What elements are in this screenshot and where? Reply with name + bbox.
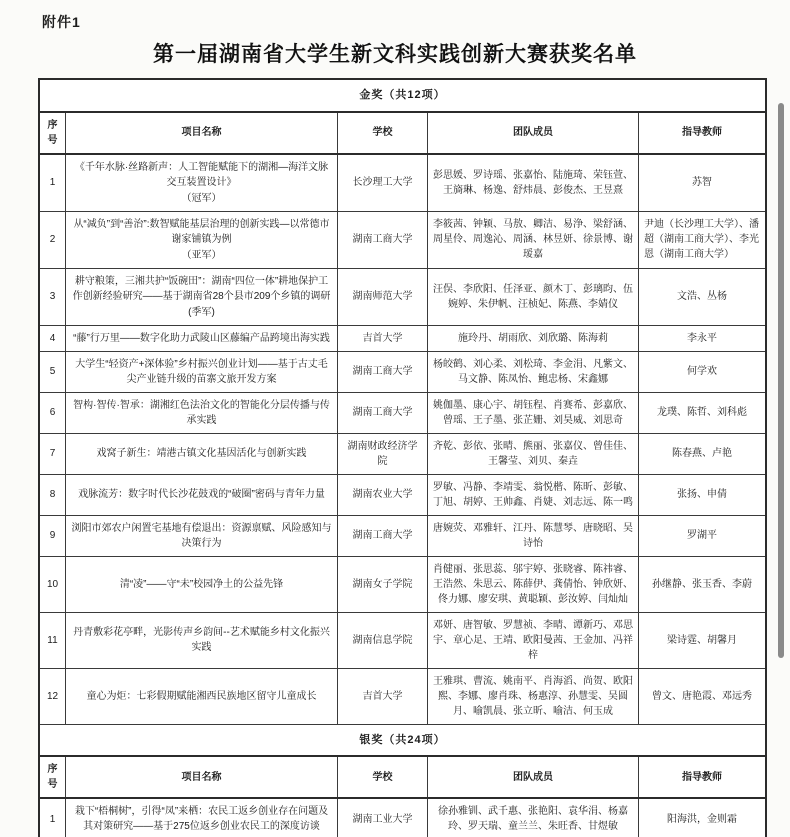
table-row: [40, 557, 765, 613]
cell-school: 长沙理工大学: [338, 155, 428, 211]
page-title: 第一届湖南省大学生新文科实践创新大赛获奖名单: [153, 43, 637, 66]
cell-team-members: 汪俣、李欣阳、任泽亚、颜木丁、彭璃昀、伍婉婷、朱伊帆、汪桢妃、陈燕、李婧仪: [428, 269, 639, 325]
project-title: 浏阳市郊农户闲置宅基地有偿退出：资源禀赋、风险感知与决策行为: [71, 522, 332, 549]
column-header: 项目名称: [66, 757, 338, 797]
cell-serial: 5: [40, 352, 66, 392]
awards-table: [38, 78, 767, 837]
cell-teachers: 李永平: [687, 332, 717, 344]
project-title: 清“凌”——守“未”校园净土的公益先锋: [119, 578, 284, 590]
column-header: 团队成员: [428, 113, 639, 153]
cell-school: 湖南工商大学: [338, 516, 428, 556]
table-row: [40, 516, 765, 557]
table-row: [40, 799, 765, 837]
column-header: 项目名称: [66, 113, 338, 153]
table-row: [40, 326, 765, 352]
project-title: 耕守粮策，三湘共护“饭碗田”：湖南“四位一体”耕地保护工作创新经验研究——基于湖南省28个县市209个乡镇的调研: [72, 275, 331, 302]
project-title: 丹青敷彩花亭畔，光影传声乡韵间--艺术赋能乡村文化振兴实践: [73, 627, 330, 653]
cell-teachers: 梁诗霆、胡馨月: [667, 634, 737, 646]
cell-serial: 3: [40, 269, 66, 325]
cell-serial: 9: [40, 516, 66, 556]
cell-team-members: 齐乾、彭依、张晴、熊丽、张嘉仪、曾佳佳、王馨莹、刘贝、秦垚: [428, 434, 639, 474]
cell-school: 湖南女子学院: [338, 557, 428, 612]
project-title: 《千年水脉·丝路新声：人工智能赋能下的湖湘—海洋文脉交互装置设计》: [74, 161, 329, 188]
cell-project: [66, 799, 338, 837]
project-title: 智构·智传·智承：湖湘红色法治文化的智能化分层传播与传承实践: [73, 399, 330, 426]
table-row: [40, 269, 765, 326]
cell-school: 湖南师范大学: [338, 269, 428, 325]
table-row: [40, 613, 765, 669]
cell-teachers: 曾文、唐艳霞、邓远秀: [652, 690, 752, 702]
cell-team-members: 李筱茜、钟颖、马敖、卿洁、易浄、梁舒涵、周星伶、周逸沁、周涵、林昱妍、徐景博、谢瑷嘉: [428, 212, 639, 268]
cell-school: 湖南财政经济学院: [338, 434, 428, 474]
award-rank-label: （冠军）: [181, 192, 222, 204]
cell-team-members: 彭思媛、罗诗瑶、张嘉怡、陆施琦、荣钰萱、王旖琳、杨逸、舒炜晨、彭俊杰、王昱熹: [428, 155, 639, 211]
cell-project: [66, 155, 338, 211]
project-title: 栽下“梧桐树”，引得“凤”来栖：农民工返乡创业存在问题及其对策研究——基于275位返乡创业农民工的深度访谈: [74, 806, 329, 832]
attachment-label: 附件1: [42, 14, 81, 30]
table-row: [40, 352, 765, 393]
cell-serial: 1: [40, 155, 66, 211]
scrollbar-thumb[interactable]: [778, 103, 784, 658]
cell-serial: 12: [40, 669, 66, 724]
section-heading: 金奖（共12项）: [40, 80, 765, 113]
column-header: 学校: [338, 113, 428, 153]
project-title: 大学生“轻资产+深体验”乡村振兴创业计划——基于古丈毛尖产业链升级的苗寨文旅开发方案: [75, 358, 328, 385]
cell-serial: 1: [40, 799, 66, 837]
column-header: 序号: [40, 757, 66, 797]
project-title: 戏窝子新生：靖港古镇文化基因活化与创新实践: [96, 448, 307, 459]
table-row: [40, 434, 765, 475]
column-header: 序号: [40, 113, 66, 153]
cell-serial: 6: [40, 393, 66, 433]
project-title: 戏脉流芳：数字时代长沙花鼓戏的“破圈”密码与青年力量: [78, 489, 325, 500]
cell-team-members: 杨皎鹤、刘心柔、刘松琦、李金涓、凡紫文、马文静、陈凤怡、鲍忠杨、宋鑫娜: [428, 352, 639, 392]
table-row: [40, 155, 765, 212]
column-header: 指导教师: [682, 127, 722, 138]
cell-serial: 2: [40, 212, 66, 268]
cell-team-members: 施玲丹、胡雨欣、刘欣璐、陈海莉: [428, 326, 639, 351]
cell-team-members: 徐孙雅钏、武千惠、张艳阳、袁华涓、杨嘉玲、罗天瑞、童兰兰、朱旺香、甘煜敏: [428, 799, 639, 837]
project-title: 童心为炬：七彩假期赋能湘西民族地区留守儿童成长: [86, 690, 317, 702]
cell-project: [66, 434, 338, 474]
table-row: [40, 212, 765, 269]
cell-school: 湖南工商大学: [338, 393, 428, 433]
column-header: 团队成员: [428, 757, 639, 797]
cell-project: [66, 516, 338, 556]
cell-school: 吉首大学: [338, 326, 428, 351]
cell-team-members: 唐婉荧、邓雅轩、江丹、陈慧琴、唐晓昭、吴诗怡: [428, 516, 639, 556]
cell-team-members: 罗敏、冯静、李靖雯、翁悦楷、陈昕、彭敏、丁旭、胡婷、王帅鑫、肖婕、刘志远、陈一鸣: [428, 475, 639, 515]
cell-teachers: 张扬、申倩: [677, 489, 727, 500]
cell-team-members: 王雅琪、曹流、姚南平、肖海滔、尚贺、欧阳熙、李娜、廖肖珠、杨惠淳、孙慧雯、吴圆月、喻凯晨、张立昕、喻洁、何玉成: [428, 669, 639, 724]
table-row: [40, 393, 765, 434]
award-rank-label: (季军): [188, 306, 215, 318]
column-header: 学校: [338, 757, 428, 797]
cell-school: 湖南信息学院: [338, 613, 428, 668]
award-rank-label: （亚军）: [181, 249, 222, 261]
cell-project: [66, 669, 338, 724]
cell-project: [66, 212, 338, 268]
cell-team-members: 肖健丽、张思蕊、邬宇婷、张晓睿、陈祎睿、王浩然、朱思云、陈薛伊、龚倩怡、钟欣妍、佟力娜、廖安琪、黄聪颖、彭汝婷、闫灿灿: [428, 557, 639, 612]
cell-teachers: 尹迪（长沙理工大学）、潘超（湖南工商大学）、李光恩（湖南工商大学）: [644, 219, 759, 260]
table-row: [40, 669, 765, 725]
cell-teachers: 陈春燕、卢艳: [672, 448, 732, 459]
cell-school: 湖南农业大学: [338, 475, 428, 515]
cell-project: [66, 269, 338, 325]
cell-serial: 7: [40, 434, 66, 474]
cell-school: 吉首大学: [338, 669, 428, 724]
cell-teachers: 何学欢: [687, 366, 717, 377]
cell-school: 湖南工业大学: [338, 799, 428, 837]
cell-school: 湖南工商大学: [338, 352, 428, 392]
cell-teachers: 苏智: [692, 177, 712, 188]
cell-teachers: 文浩、丛杨: [677, 291, 727, 302]
cell-project: [66, 613, 338, 668]
cell-team-members: 邓妍、唐智敏、罗慧祯、李晴、谭新巧、邓思宇、章心足、王靖、欧阳曼茜、王金加、冯祥梓: [428, 613, 639, 668]
cell-teachers: 孙继静、张玉香、李蔚: [652, 578, 752, 590]
section-heading: 银奖（共24项）: [40, 725, 765, 758]
cell-project: [66, 557, 338, 612]
cell-school: 湖南工商大学: [338, 212, 428, 268]
project-title: “藤”行万里——数字化助力武陵山区藤编产品跨境出海实践: [73, 332, 330, 344]
cell-project: [66, 352, 338, 392]
cell-serial: 8: [40, 475, 66, 515]
cell-teachers: 罗湖平: [687, 530, 717, 541]
cell-team-members: 姚伽墨、康心宇、胡钰程、肖赛希、彭嘉欣、曾瑶、王子墨、张芷姗、刘昊威、刘思奇: [428, 393, 639, 433]
cell-project: [66, 475, 338, 515]
project-title: 从“减负”到“善治”:数智赋能基层治理的创新实践—以常德市谢家铺镇为例: [73, 218, 330, 245]
cell-project: [66, 326, 338, 351]
cell-serial: 11: [40, 613, 66, 668]
table-header-row: [40, 757, 765, 799]
cell-serial: 4: [40, 326, 66, 351]
cell-serial: 10: [40, 557, 66, 612]
cell-teachers: 阳海洪，金则霜: [667, 813, 737, 825]
table-row: [40, 475, 765, 516]
column-header: 指导教师: [682, 771, 722, 783]
cell-project: [66, 393, 338, 433]
table-header-row: [40, 113, 765, 155]
cell-teachers: 龙璞、陈哲、刘科彪: [657, 407, 747, 418]
